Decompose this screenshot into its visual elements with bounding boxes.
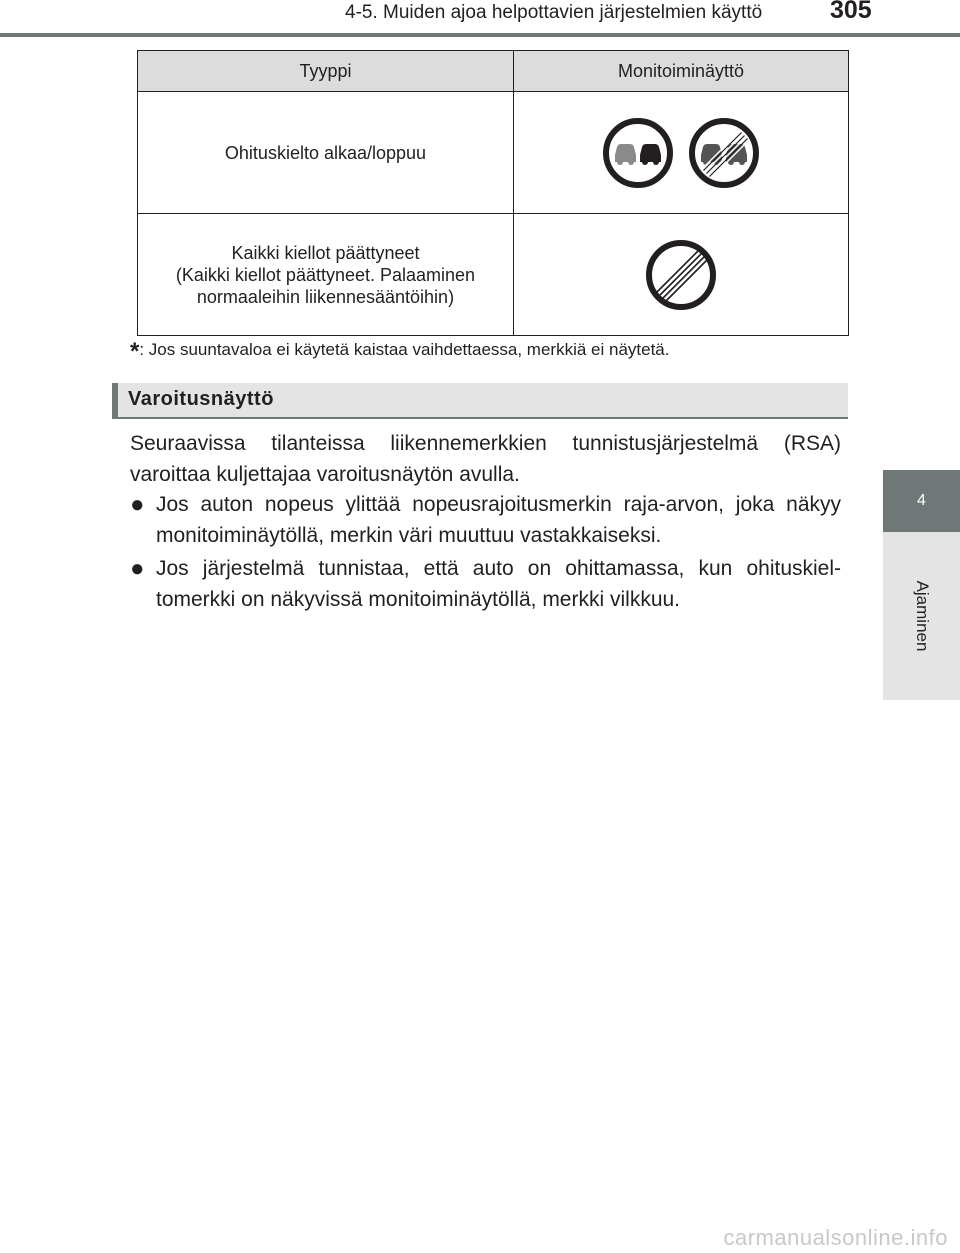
table-header-row bbox=[138, 51, 849, 92]
page-number: 305 bbox=[830, 0, 872, 24]
bullet-icon: ● bbox=[130, 491, 145, 518]
display-cell bbox=[514, 92, 849, 214]
table-row bbox=[138, 214, 849, 336]
column-header-type: Tyyppi bbox=[138, 51, 514, 92]
list-item bbox=[130, 489, 841, 551]
watermark: carmanualsonline.info bbox=[723, 1225, 948, 1250]
list-item bbox=[130, 553, 841, 615]
type-cell bbox=[138, 92, 514, 214]
header-rule bbox=[0, 33, 960, 37]
section-heading bbox=[112, 383, 848, 419]
list-item-text: Jos järjestelmä tunnistaa, että auto on ohittamassa, kun ohituskiel-tomerkki on näkyvissä monitoiminäytöllä, merkki vilkkuu. bbox=[156, 557, 841, 611]
section-heading-bar bbox=[112, 383, 118, 419]
chapter-tab-number: 4 bbox=[883, 470, 960, 532]
column-header-display: Monitoiminäyttö bbox=[514, 51, 849, 92]
display-cell bbox=[514, 214, 849, 336]
sign-type-table bbox=[137, 50, 849, 336]
type-line: Ohituskielto alkaa/loppuu bbox=[224, 142, 427, 163]
type-cell bbox=[138, 214, 514, 336]
list-item-text: Jos auton nopeus ylittää nopeusrajoitusmerkin raja-arvon, joka näkyy monitoiminäytöllä, merkin väri muuttuu vastakkaiseksi. bbox=[156, 493, 841, 547]
chapter-tab-label-text: Ajaminen bbox=[912, 580, 932, 652]
section-title: Varoitusnäyttö bbox=[128, 388, 274, 410]
footnote bbox=[130, 338, 669, 366]
type-line: Kaikki kiellot päättyneet bbox=[231, 242, 420, 263]
type-line: (Kaikki kiellot päättyneet. Palaaminen bbox=[175, 264, 476, 285]
footnote-marker: * bbox=[130, 338, 140, 365]
footnote-text: : Jos suuntavaloa ei käytetä kaistaa vaihdettaessa, merkkiä ei näytetä. bbox=[139, 340, 670, 359]
table-row bbox=[138, 92, 849, 214]
bullet-icon: ● bbox=[130, 555, 145, 582]
type-line: normaaleihin liikennesääntöihin) bbox=[196, 286, 455, 307]
no-overtaking-sign-icon bbox=[602, 117, 674, 189]
end-no-overtaking-sign-icon bbox=[688, 117, 760, 189]
end-all-restrictions-sign-icon bbox=[645, 239, 717, 311]
chapter-title: 4-5. Muiden ajoa helpottavien järjestelmien käyttö bbox=[345, 2, 763, 23]
intro-paragraph: Seuraavissa tilanteissa liikennemerkkien tunnistusjärjestelmä (RSA) varoittaa kuljettajaa varoitusnäytön avulla. bbox=[130, 432, 841, 486]
chapter-tab-label bbox=[883, 532, 960, 700]
